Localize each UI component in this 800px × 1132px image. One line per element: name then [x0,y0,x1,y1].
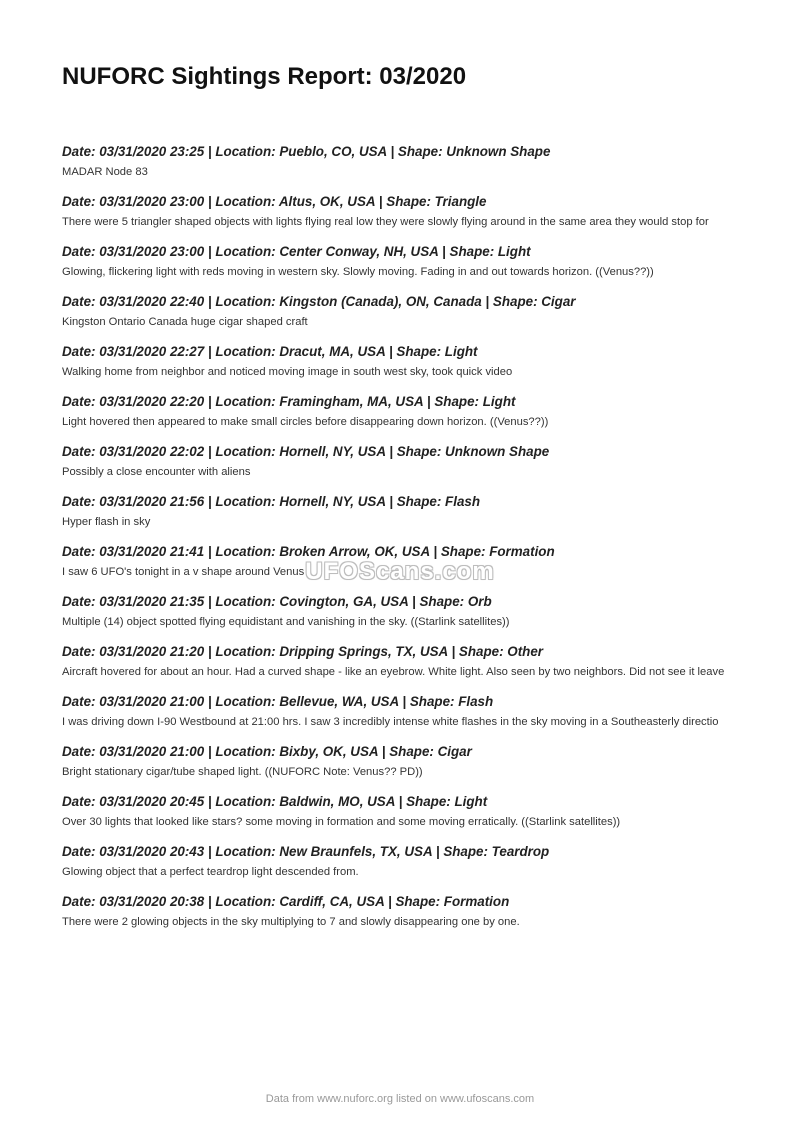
sighting-entry [62,894,742,930]
sighting-summary: Multiple (14) object spotted flying equidistant and vanishing in the sky. ((Starlink satellites)) [62,616,510,628]
sighting-entry [62,844,742,880]
sighting-header: Date: 03/31/2020 21:56 | Location: Hornell, NY, USA | Shape: Flash [62,494,481,509]
footer-credit: Data from www.nuforc.org listed on www.ufoscans.com [265,1093,535,1105]
sighting-entry [62,394,742,430]
sighting-header: Date: 03/31/2020 23:25 | Location: Pueblo, CO, USA | Shape: Unknown Shape [62,144,551,159]
sighting-summary: Hyper flash in sky [62,516,151,528]
sighting-entry [62,194,742,230]
sighting-header: Date: 03/31/2020 20:38 | Location: Cardiff, CA, USA | Shape: Formation [62,894,510,909]
sighting-summary: Glowing, flickering light with reds moving in western sky. Slowly moving. Fading in and out towards horizon. ((Venus??)) [62,266,654,278]
sighting-summary: Walking home from neighbor and noticed moving image in south west sky, took quick video [62,366,513,378]
sighting-summary: Over 30 lights that looked like stars? some moving in formation and some moving erratically. ((Starlink satellites)) [62,816,621,828]
sighting-header: Date: 03/31/2020 22:40 | Location: Kingston (Canada), ON, Canada | Shape: Cigar [62,294,576,309]
sighting-header: Date: 03/31/2020 21:00 | Location: Bellevue, WA, USA | Shape: Flash [62,694,494,709]
sighting-header: Date: 03/31/2020 22:20 | Location: Framingham, MA, USA | Shape: Light [62,394,516,409]
sighting-entry [62,294,742,330]
sighting-summary: Possibly a close encounter with aliens [62,466,251,478]
sighting-summary: Aircraft hovered for about an hour. Had a curved shape - like an eyebrow. White light. Also seen by two neighbors. Did not see it leave [62,666,725,678]
sighting-header: Date: 03/31/2020 20:43 | Location: New Braunfels, TX, USA | Shape: Teardrop [62,844,550,859]
sighting-list [62,144,742,944]
sighting-header: Date: 03/31/2020 20:45 | Location: Baldwin, MO, USA | Shape: Light [62,794,488,809]
sighting-header: Date: 03/31/2020 22:27 | Location: Dracut, MA, USA | Shape: Light [62,344,478,359]
sighting-summary: I saw 6 UFO's tonight in a v shape around Venus [62,566,305,578]
sighting-entry [62,444,742,480]
sighting-summary: I was driving down I-90 Westbound at 21:00 hrs. I saw 3 incredibly intense white flashes in the sky moving in a Southeasterly directio [62,716,719,728]
sighting-entry [62,594,742,630]
sighting-summary: There were 5 triangler shaped objects with lights flying real low they were slowly flying around in the same area they would stop for [62,216,709,228]
sighting-summary: Glowing object that a perfect teardrop light descended from. [62,866,359,878]
sighting-entry [62,144,742,180]
sighting-entry [62,494,742,530]
sighting-header: Date: 03/31/2020 23:00 | Location: Altus, OK, USA | Shape: Triangle [62,194,487,209]
sighting-summary: Bright stationary cigar/tube shaped light. ((NUFORC Note: Venus?? PD)) [62,766,423,778]
page-title: NUFORC Sightings Report: 03/2020 [62,63,467,90]
sighting-entry [62,744,742,780]
sighting-entry [62,344,742,380]
sighting-header: Date: 03/31/2020 22:02 | Location: Hornell, NY, USA | Shape: Unknown Shape [62,444,550,459]
sighting-header: Date: 03/31/2020 23:00 | Location: Center Conway, NH, USA | Shape: Light [62,244,531,259]
sighting-header: Date: 03/31/2020 21:00 | Location: Bixby, OK, USA | Shape: Cigar [62,744,472,759]
sighting-entry [62,794,742,830]
sighting-header: Date: 03/31/2020 21:20 | Location: Dripping Springs, TX, USA | Shape: Other [62,644,543,659]
sighting-summary: There were 2 glowing objects in the sky multiplying to 7 and slowly disappearing one by one. [62,916,520,928]
sighting-summary: Kingston Ontario Canada huge cigar shaped craft [62,316,308,328]
sighting-entry [62,644,742,680]
sighting-summary: MADAR Node 83 [62,166,148,178]
watermark: UFOScans.com [305,558,495,585]
sighting-entry [62,244,742,280]
sighting-entry [62,694,742,730]
sighting-header: Date: 03/31/2020 21:35 | Location: Covington, GA, USA | Shape: Orb [62,594,492,609]
sighting-summary: Light hovered then appeared to make small circles before disappearing down horizon. ((Venus??)) [62,416,549,428]
sighting-header: Date: 03/31/2020 21:41 | Location: Broken Arrow, OK, USA | Shape: Formation [62,544,555,559]
